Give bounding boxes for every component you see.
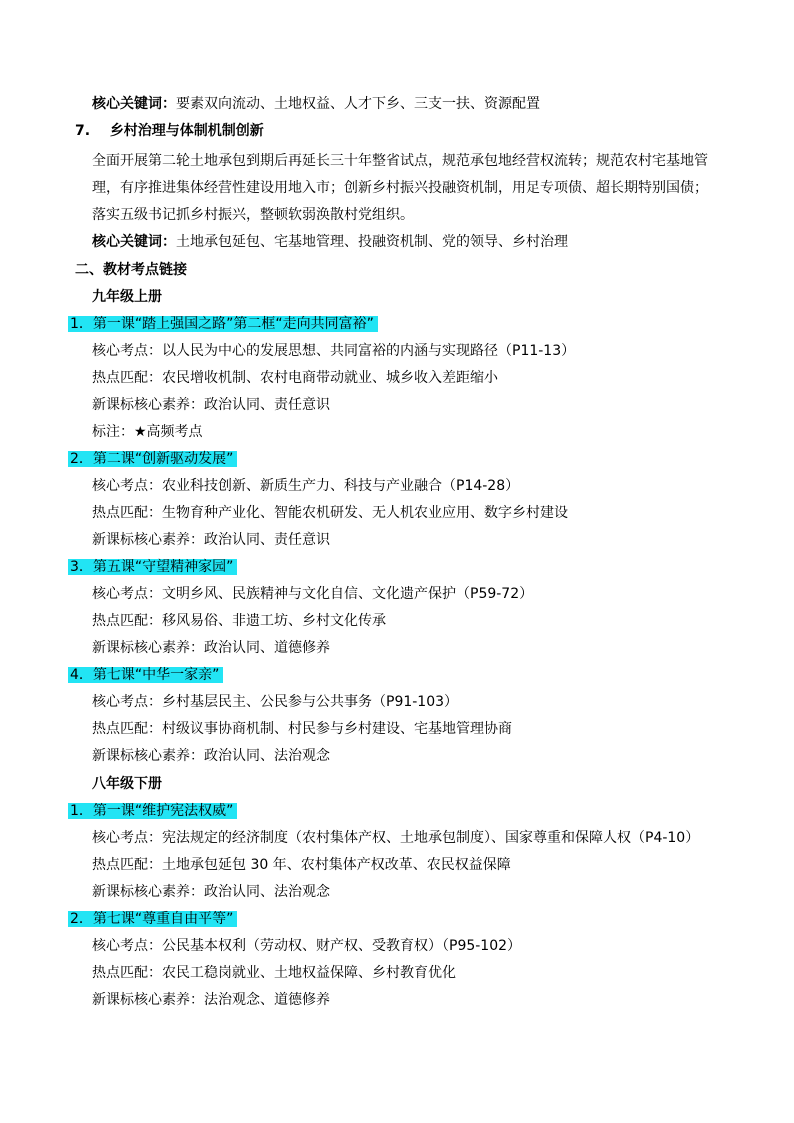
lesson-detail-line bbox=[92, 990, 330, 1010]
section7-heading bbox=[75, 121, 264, 141]
lesson-detail-line bbox=[92, 584, 533, 604]
lesson-detail-text: 热点匹配：农民工稳岗就业、土地权益保障、乡村教育优化 bbox=[92, 965, 456, 981]
lesson-detail-text: 新课标核心素养：政治认同、道德修养 bbox=[92, 640, 330, 656]
lesson-detail-text: 核心考点：农业科技创新、新质生产力、科技与产业融合（P14-28） bbox=[92, 478, 520, 494]
lesson-detail-text: 热点匹配：移风易俗、非遗工坊、乡村文化传承 bbox=[92, 613, 386, 629]
lesson-detail-text: 核心考点：以人民为中心的发展思想、共同富裕的内涵与实现路径（P11-13） bbox=[92, 343, 576, 359]
lesson-title-highlight: 2．第七课“尊重自由平等” bbox=[68, 911, 237, 927]
lesson-detail-line bbox=[92, 719, 512, 739]
section7-keywords-label: 核心关键词： bbox=[92, 234, 176, 250]
grade9-heading-text: 九年级上册 bbox=[92, 289, 162, 305]
lesson-title bbox=[68, 557, 237, 577]
lesson-detail-line bbox=[92, 611, 386, 631]
grade8-heading bbox=[92, 774, 162, 794]
section7-keywords-text: 土地承包延包、宅基地管理、投融资机制、党的领导、乡村治理 bbox=[176, 234, 568, 250]
lesson-detail-text: 热点匹配：土地承包延包 30 年、农村集体产权改革、农民权益保障 bbox=[92, 857, 511, 873]
section7-body-line bbox=[92, 205, 414, 225]
lesson-detail-line bbox=[92, 692, 458, 712]
lesson-detail-line bbox=[92, 503, 568, 523]
lesson-detail-text: 标注：★高频考点 bbox=[92, 424, 203, 440]
section7-body-text: 理，有序推进集体经营性建设用地入市；创新乡村振兴投融资机制，用足专项债、超长期特别国债； bbox=[92, 180, 708, 196]
lesson-detail-text: 新课标核心素养：政治认同、责任意识 bbox=[92, 397, 330, 413]
part2-heading bbox=[75, 260, 187, 280]
lesson-detail-line bbox=[92, 422, 203, 442]
lesson-detail-text: 核心考点：公民基本权利（劳动权、财产权、受教育权）（P95-102） bbox=[92, 938, 522, 954]
lesson-detail-line bbox=[92, 530, 330, 550]
lesson-detail-line bbox=[92, 936, 521, 956]
top-keywords-text: 要素双向流动、土地权益、人才下乡、三支一扶、资源配置 bbox=[176, 96, 540, 112]
lesson-detail-line bbox=[92, 828, 699, 848]
lesson-detail-text: 新课标核心素养：政治认同、法治观念 bbox=[92, 748, 330, 764]
part2-heading-text: 二、教材考点链接 bbox=[75, 262, 187, 278]
lesson-detail-text: 新课标核心素养：政治认同、责任意识 bbox=[92, 532, 330, 548]
lesson-title bbox=[68, 665, 223, 685]
lesson-detail-line bbox=[92, 963, 456, 983]
section7-body-text: 落实五级书记抓乡村振兴，整顿软弱涣散村党组织。 bbox=[92, 207, 414, 223]
grade8-heading-text: 八年级下册 bbox=[92, 776, 162, 792]
lesson-title bbox=[68, 801, 237, 821]
lesson-detail-line bbox=[92, 395, 330, 415]
lesson-detail-text: 热点匹配：农民增收机制、农村电商带动就业、城乡收入差距缩小 bbox=[92, 370, 498, 386]
lesson-title bbox=[68, 449, 237, 469]
lesson-detail-text: 核心考点：乡村基层民主、公民参与公共事务（P91-103） bbox=[92, 694, 459, 710]
section7-keywords-line bbox=[92, 232, 568, 252]
lesson-detail-text: 新课标核心素养：政治认同、法治观念 bbox=[92, 884, 330, 900]
section7-body-line bbox=[92, 178, 708, 198]
lesson-detail-text: 热点匹配：村级议事协商机制、村民参与乡村建设、宅基地管理协商 bbox=[92, 721, 512, 737]
lesson-detail-line bbox=[92, 882, 330, 902]
lesson-title bbox=[68, 909, 237, 929]
grade9-heading bbox=[92, 287, 162, 307]
section7-body-text: 全面开展第二轮土地承包到期后再延长三十年整省试点，规范承包地经营权流转；规范农村宅基地管 bbox=[92, 153, 708, 169]
lesson-detail-line bbox=[92, 638, 330, 658]
lesson-detail-text: 核心考点：宪法规定的经济制度（农村集体产权、土地承包制度）、国家尊重和保障人权（P4-10） bbox=[92, 830, 700, 846]
lesson-title-highlight: 1．第一课“踏上强国之路”第二框“走向共同富裕” bbox=[68, 316, 378, 332]
lesson-detail-text: 热点匹配：生物育种产业化、智能农机研发、无人机农业应用、数字乡村建设 bbox=[92, 505, 568, 521]
lesson-detail-line bbox=[92, 476, 519, 496]
lesson-detail-line bbox=[92, 341, 575, 361]
lesson-detail-line bbox=[92, 855, 511, 875]
lesson-title bbox=[68, 314, 378, 334]
lesson-title-highlight: 4．第七课“中华一家亲” bbox=[68, 667, 223, 683]
lesson-detail-text: 新课标核心素养：法治观念、道德修养 bbox=[92, 992, 330, 1008]
lesson-title-highlight: 1．第一课“维护宪法权威” bbox=[68, 803, 237, 819]
section7-body-line bbox=[92, 151, 708, 171]
section7-title: 乡村治理与体制机制创新 bbox=[109, 123, 264, 139]
lesson-title-highlight: 3．第五课“守望精神家园” bbox=[68, 559, 237, 575]
lesson-title-highlight: 2．第二课“创新驱动发展” bbox=[68, 451, 237, 467]
section7-number: 7. bbox=[75, 123, 91, 139]
lesson-detail-line bbox=[92, 746, 330, 766]
top-keywords-label: 核心关键词： bbox=[92, 96, 176, 112]
lesson-detail-text: 核心考点：文明乡风、民族精神与文化自信、文化遗产保护（P59-72） bbox=[92, 586, 534, 602]
top-keywords-line bbox=[92, 94, 540, 114]
lesson-detail-line bbox=[92, 368, 498, 388]
